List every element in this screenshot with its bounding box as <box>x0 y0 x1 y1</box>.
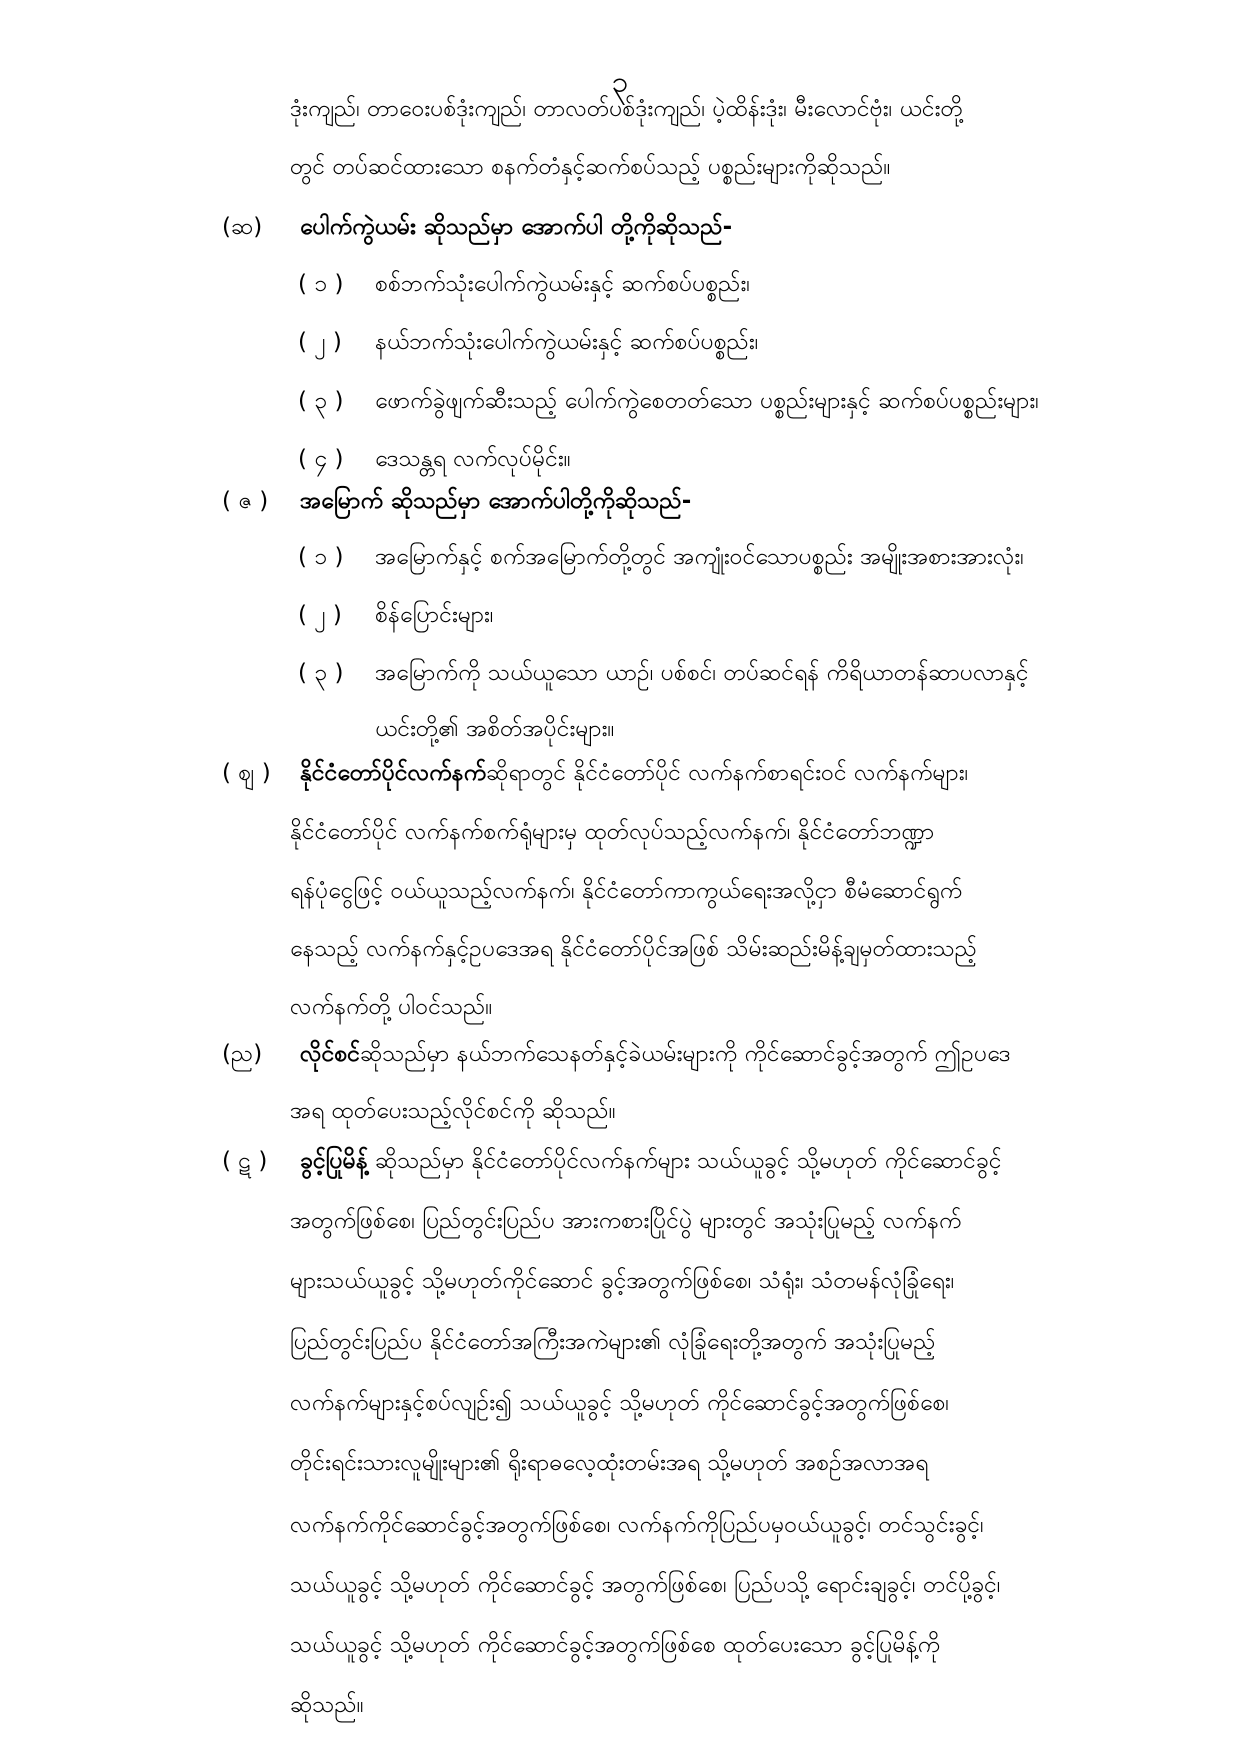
item-text: စစ်ဘက်သုံးပေါက်ကွဲယမ်းနှင့် ဆက်စပ်ပစ္စည်း၊ <box>375 271 751 297</box>
item-text-continued: ယင်းတို့၏ အစိတ်အပိုင်းများ။ <box>375 716 615 742</box>
section-heading-za: ပေါက်ကွဲယမ်း ဆိုသည်မှာ အောက်ပါ တို့ကိုဆိုသည်- <box>300 214 733 240</box>
definition-text: ဆိုသည်မှာ နယ်ဘက်သေနတ်နှင့်ခဲယမ်းများကို ကိုင်ဆောင်ခွင့်အတွက် ဤဥပဒေ <box>360 1041 1011 1067</box>
section-ta-line: တိုင်းရင်းသားလူမျိုးများ၏ ရိုးရာဓလေ့ထုံးတမ်းအရ သို့မဟုတ် အစဉ်အလာအရ <box>290 1450 929 1476</box>
item-text: ဒေသန္တရ လက်လုပ်မိုင်း။ <box>375 446 571 472</box>
section-nya-line-2: အရ ထုတ်ပေးသည့်လိုင်စင်ကို ဆိုသည်။ <box>290 1098 616 1124</box>
definition-text: ဆိုသည်မှာ နိုင်ငံတော်ပိုင်လက်နက်များ သယ်ယူခွင့် သို့မဟုတ် ကိုင်ဆောင်ခွင့် <box>367 1148 1002 1174</box>
definition-text: ဆိုရာတွင် နိုင်ငံတော်ပိုင် လက်နက်စာရင်းဝင် လက်နက်များ၊ <box>486 760 969 786</box>
page-number: ၃ <box>611 65 629 100</box>
section-ta-line-1 <box>300 1144 1002 1178</box>
section-ta-line: ပြည်တွင်းပြည်ပ နိုင်ငံတော်အကြီးအကဲများ၏ လုံခြုံရေးတို့အတွက် အသုံးပြုမည့် <box>290 1329 936 1355</box>
section-label-zha: ( ဇ ) <box>222 488 269 514</box>
section-label-jha: ( ဈ ) <box>222 760 271 786</box>
section-ta-line: အတွက်ဖြစ်စေ၊ ပြည်တွင်းပြည်ပ အားကစားပြိုင်ပွဲ များတွင် အသုံးပြုမည့် လက်နက် <box>290 1208 962 1234</box>
intro-line-1: ဒုံးကျည်၊ တာဝေးပစ်ဒုံးကျည်၊ တာလတ်ပစ်ဒုံးကျည်၊ ပဲ့ထိန်းဒုံး၊ မီးလောင်ဗုံး၊ ယင်းတို့ <box>290 96 963 122</box>
item-number: ( ၄ ) <box>298 446 344 472</box>
item-number: ( ၃ ) <box>298 660 344 686</box>
item-text: ဖောက်ခွဲဖျက်ဆီးသည့် ပေါက်ကွဲစေတတ်သော ပစ္စည်းများနှင့် ဆက်စပ်ပစ္စည်းများ၊ <box>375 388 1039 414</box>
item-text: နယ်ဘက်သုံးပေါက်ကွဲယမ်းနှင့် ဆက်စပ်ပစ္စည်း၊ <box>375 329 759 355</box>
section-ta-line: သယ်ယူခွင့် သို့မဟုတ် ကိုင်ဆောင်ခွင့် အတွက်ဖြစ်စေ၊ ပြည်ပသို့ ရောင်းချခွင့်၊ တင်ပို့ခွင့်၊ <box>290 1572 1001 1598</box>
section-ta-line: လက်နက်များနှင့်စပ်လျဉ်း၍ သယ်ယူခွင့် သို့မဟုတ် ကိုင်ဆောင်ခွင့်အတွက်ဖြစ်စေ၊ <box>290 1390 950 1416</box>
section-heading-zha: အမြောက် ဆိုသည်မှာ အောက်ပါတို့ကိုဆိုသည်- <box>300 488 692 514</box>
intro-line-2: တွင် တပ်ဆင်ထားသော စနက်တံနှင့်ဆက်စပ်သည့် ပစ္စည်းများကိုဆိုသည်။ <box>290 154 891 180</box>
section-jha-line: နိုင်ငံတော်ပိုင် လက်နက်စက်ရုံများမှ ထုတ်လုပ်သည့်လက်နက်၊ နိုင်ငံတော်ဘဏ္ဍာ <box>290 819 935 845</box>
item-number: ( ၁ ) <box>298 544 344 570</box>
section-jha-line-1 <box>300 756 968 790</box>
section-ta-line: ဆိုသည်။ <box>290 1692 364 1718</box>
defined-term: ခွင့်ပြုမိန့် <box>300 1148 368 1174</box>
section-label-nya: (ည) <box>222 1041 263 1067</box>
section-ta-line: သယ်ယူခွင့် သို့မဟုတ် ကိုင်ဆောင်ခွင့်အတွက်ဖြစ်စေ ထုတ်ပေးသော ခွင့်ပြုမိန့်ကို <box>290 1632 941 1658</box>
item-text: စိန်ပြောင်းများ၊ <box>375 602 494 628</box>
item-text: အမြောက်ကို သယ်ယူသော ယာဉ်၊ ပစ်စင်၊ တပ်ဆင်ရန် ကိရိယာတန်ဆာပလာနှင့် <box>375 660 1029 686</box>
item-number: ( ၁ ) <box>298 271 344 297</box>
item-number: ( ၂ ) <box>298 329 342 355</box>
section-ta-line: လက်နက်ကိုင်ဆောင်ခွင့်အတွက်ဖြစ်စေ၊ လက်နက်ကိုပြည်ပမှဝယ်ယူခွင့်၊ တင်သွင်းခွင့်၊ <box>290 1512 984 1538</box>
section-ta-line: များသယ်ယူခွင့် သို့မဟုတ်ကိုင်ဆောင် ခွင့်အတွက်ဖြစ်စေ၊ သံရုံး၊ သံတမန်လုံခြုံရေး၊ <box>290 1268 955 1294</box>
section-jha-line: နေသည့် လက်နက်နှင့်ဥပဒေအရ နိုင်ငံတော်ပိုင်အဖြစ် သိမ်းဆည်းမိန့်ချမှတ်ထားသည့် <box>290 936 978 962</box>
defined-term: လိုင်စင် <box>300 1041 361 1067</box>
item-text: အမြောက်နှင့် စက်အမြောက်တို့တွင် အကျုံးဝင်သောပစ္စည်း အမျိုးအစားအားလုံး၊ <box>375 544 1024 570</box>
item-number: ( ၂ ) <box>298 602 342 628</box>
defined-term: နိုင်ငံတော်ပိုင်လက်နက် <box>300 760 487 786</box>
section-nya-line-1 <box>300 1037 1011 1071</box>
section-label-za: (ဆ) <box>222 214 263 240</box>
item-number: ( ၃ ) <box>298 388 344 414</box>
section-jha-line: လက်နက်တို့ ပါဝင်သည်။ <box>290 994 493 1020</box>
section-jha-line: ရန်ပုံငွေဖြင့် ဝယ်ယူသည့်လက်နက်၊ နိုင်ငံတော်ကာကွယ်ရေးအလို့ငှာ စီမံဆောင်ရွက် <box>290 878 963 904</box>
section-label-ta: ( ဋ ) <box>222 1148 268 1174</box>
